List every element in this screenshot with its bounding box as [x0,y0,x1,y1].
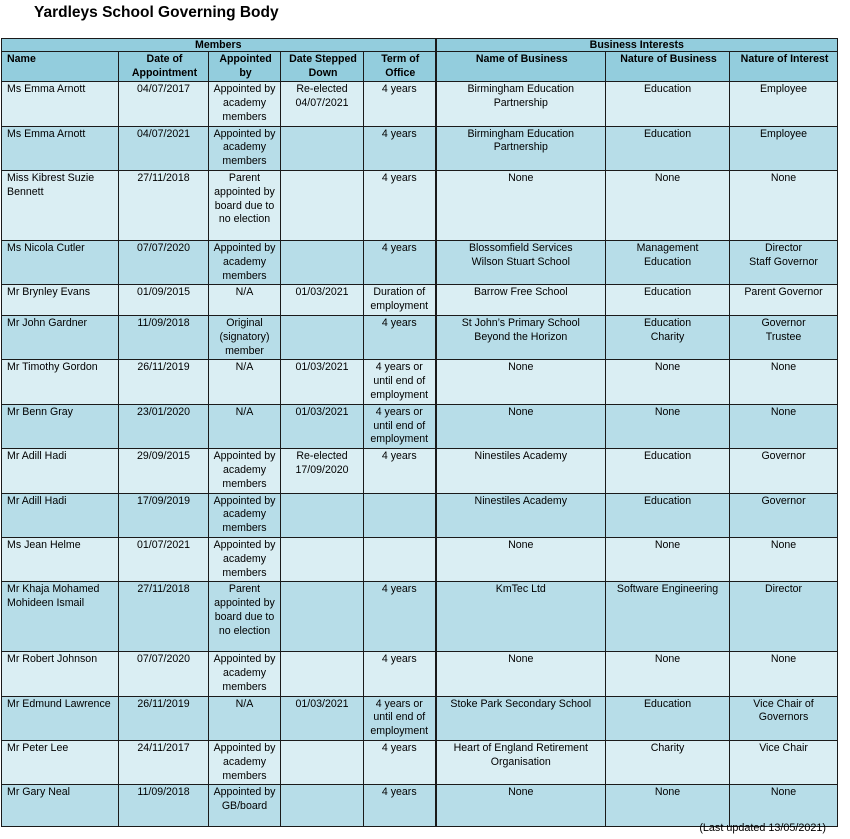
cell-business-nature: Education [606,285,730,316]
group-header-row [2,39,838,52]
table-row [2,741,838,785]
cell-business-nature: Charity [606,741,730,785]
cell-interest-nature: Vice Chair [730,741,838,785]
cell-business-name: Barrow Free School [436,285,606,316]
cell-term [364,493,436,537]
cell-name: Ms Jean Helme [2,537,119,581]
cell-date-appointment: 24/11/2017 [119,741,209,785]
cell-interest-nature: None [730,404,838,448]
cell-date-stepped-down [281,126,364,170]
cell-appointed-by: Appointed by GB/board [209,785,281,827]
cell-business-name: None [436,785,606,827]
cell-business-name: None [436,170,606,240]
cell-appointed-by: Original (signatory) member [209,315,281,359]
table-body [2,82,838,827]
cell-name: Mr Khaja Mohamed Mohideen Ismail [2,582,119,652]
cell-term: 4 years [364,82,436,126]
cell-interest-nature: None [730,360,838,404]
table-row [2,537,838,581]
cell-appointed-by: Appointed by academy members [209,240,281,284]
cell-interest-nature: None [730,537,838,581]
cell-name: Mr Benn Gray [2,404,119,448]
cell-appointed-by: Appointed by academy members [209,449,281,493]
col-header-term: Term of Office [364,52,436,82]
cell-business-nature: Education [606,493,730,537]
table-row [2,652,838,696]
cell-interest-nature: Governor Trustee [730,315,838,359]
governors-table [1,38,838,827]
cell-term: 4 years [364,652,436,696]
cell-term: 4 years [364,741,436,785]
table-row [2,449,838,493]
cell-term [364,537,436,581]
cell-business-name: Ninestiles Academy [436,493,606,537]
cell-term: 4 years [364,449,436,493]
cell-appointed-by: Parent appointed by board due to no election [209,582,281,652]
cell-name: Mr Brynley Evans [2,285,119,316]
cell-name: Mr Timothy Gordon [2,360,119,404]
cell-date-appointment: 27/11/2018 [119,170,209,240]
page-title: Yardleys School Governing Body [34,4,279,21]
cell-date-stepped-down: 01/03/2021 [281,285,364,316]
cell-business-nature: Education [606,449,730,493]
cell-date-stepped-down: 01/03/2021 [281,360,364,404]
cell-date-stepped-down [281,741,364,785]
table-row [2,240,838,284]
cell-date-appointment: 23/01/2020 [119,404,209,448]
cell-term: 4 years [364,785,436,827]
cell-business-nature: Education [606,696,730,740]
cell-interest-nature: Vice Chair of Governors [730,696,838,740]
cell-term: Duration of employment [364,285,436,316]
cell-date-stepped-down: Re-elected 04/07/2021 [281,82,364,126]
cell-date-appointment: 27/11/2018 [119,582,209,652]
last-updated-note: (Last updated 13/05/2021) [699,822,826,834]
col-header-business-nature: Nature of Business [606,52,730,82]
cell-term: 4 years [364,240,436,284]
cell-appointed-by: Appointed by academy members [209,537,281,581]
cell-name: Mr John Gardner [2,315,119,359]
cell-date-appointment: 26/11/2019 [119,360,209,404]
cell-term: 4 years or until end of employment [364,696,436,740]
cell-appointed-by: Parent appointed by board due to no election [209,170,281,240]
cell-interest-nature: None [730,785,838,827]
cell-date-appointment: 07/07/2020 [119,240,209,284]
cell-interest-nature: Governor [730,493,838,537]
cell-date-stepped-down [281,315,364,359]
members-group-header: Members [2,39,436,52]
cell-name: Mr Gary Neal [2,785,119,827]
cell-business-nature: None [606,404,730,448]
cell-appointed-by: Appointed by academy members [209,741,281,785]
table-row [2,582,838,652]
cell-name: Mr Adill Hadi [2,449,119,493]
cell-interest-nature: None [730,652,838,696]
cell-date-appointment: 07/07/2020 [119,652,209,696]
cell-business-name: Birmingham Education Partnership [436,82,606,126]
cell-date-appointment: 04/07/2021 [119,126,209,170]
cell-business-nature: Education [606,126,730,170]
cell-appointed-by: Appointed by academy members [209,493,281,537]
col-header-appointed-by: Appointed by [209,52,281,82]
cell-interest-nature: Employee [730,126,838,170]
cell-business-name: Blossomfield Services Wilson Stuart School [436,240,606,284]
cell-name: Ms Emma Arnott [2,126,119,170]
cell-interest-nature: Governor [730,449,838,493]
cell-name: Mr Robert Johnson [2,652,119,696]
cell-term: 4 years [364,315,436,359]
cell-date-appointment: 04/07/2017 [119,82,209,126]
cell-date-stepped-down [281,582,364,652]
table-row [2,285,838,316]
cell-date-stepped-down [281,240,364,284]
cell-date-appointment: 11/09/2018 [119,785,209,827]
cell-business-name: Heart of England Retirement Organisation [436,741,606,785]
cell-appointed-by: N/A [209,696,281,740]
cell-business-nature: None [606,537,730,581]
cell-business-name: Ninestiles Academy [436,449,606,493]
cell-appointed-by: N/A [209,404,281,448]
cell-business-nature: Management Education [606,240,730,284]
cell-business-nature: Education Charity [606,315,730,359]
cell-business-name: None [436,404,606,448]
cell-business-nature: Education [606,82,730,126]
table-row [2,315,838,359]
table-row [2,404,838,448]
col-header-business-name: Name of Business [436,52,606,82]
table-row [2,82,838,126]
cell-date-stepped-down: Re-elected 17/09/2020 [281,449,364,493]
cell-term: 4 years or until end of employment [364,404,436,448]
table-row [2,126,838,170]
cell-date-stepped-down: 01/03/2021 [281,696,364,740]
cell-interest-nature: None [730,170,838,240]
cell-appointed-by: Appointed by academy members [209,126,281,170]
cell-appointed-by: N/A [209,360,281,404]
cell-date-appointment: 01/07/2021 [119,537,209,581]
cell-term: 4 years or until end of employment [364,360,436,404]
cell-business-nature: None [606,652,730,696]
cell-appointed-by: Appointed by academy members [209,82,281,126]
business-interests-group-header: Business Interests [436,39,838,52]
table-row [2,170,838,240]
cell-date-appointment: 29/09/2015 [119,449,209,493]
cell-business-nature: None [606,360,730,404]
cell-interest-nature: Director [730,582,838,652]
cell-date-stepped-down [281,170,364,240]
cell-date-appointment: 01/09/2015 [119,285,209,316]
cell-date-appointment: 26/11/2019 [119,696,209,740]
cell-interest-nature: Employee [730,82,838,126]
cell-interest-nature: Director Staff Governor [730,240,838,284]
cell-name: Miss Kibrest Suzie Bennett [2,170,119,240]
col-header-interest-nature: Nature of Interest [730,52,838,82]
cell-date-stepped-down [281,785,364,827]
cell-name: Ms Nicola Cutler [2,240,119,284]
cell-date-appointment: 11/09/2018 [119,315,209,359]
cell-date-stepped-down [281,537,364,581]
cell-business-name: None [436,360,606,404]
col-header-date-stepped-down: Date Stepped Down [281,52,364,82]
cell-business-name: St John’s Primary School Beyond the Horizon [436,315,606,359]
table-row [2,696,838,740]
cell-term: 4 years [364,582,436,652]
cell-term: 4 years [364,126,436,170]
cell-business-name: Birmingham Education Partnership [436,126,606,170]
cell-appointed-by: Appointed by academy members [209,652,281,696]
cell-business-name: None [436,537,606,581]
cell-interest-nature: Parent Governor [730,285,838,316]
table-row [2,785,838,827]
cell-name: Mr Edmund Lawrence [2,696,119,740]
cell-date-stepped-down: 01/03/2021 [281,404,364,448]
cell-date-appointment: 17/09/2019 [119,493,209,537]
cell-date-stepped-down [281,652,364,696]
table-row [2,360,838,404]
cell-name: Mr Adill Hadi [2,493,119,537]
cell-business-nature: None [606,170,730,240]
cell-business-nature: None [606,785,730,827]
col-header-date-appointment: Date of Appointment [119,52,209,82]
cell-business-name: KmTec Ltd [436,582,606,652]
cell-business-name: Stoke Park Secondary School [436,696,606,740]
table-row [2,493,838,537]
cell-term: 4 years [364,170,436,240]
cell-name: Mr Peter Lee [2,741,119,785]
col-header-name: Name [2,52,119,82]
column-header-row [2,52,838,82]
cell-business-name: None [436,652,606,696]
cell-date-stepped-down [281,493,364,537]
cell-appointed-by: N/A [209,285,281,316]
cell-name: Ms Emma Arnott [2,82,119,126]
cell-business-nature: Software Engineering [606,582,730,652]
